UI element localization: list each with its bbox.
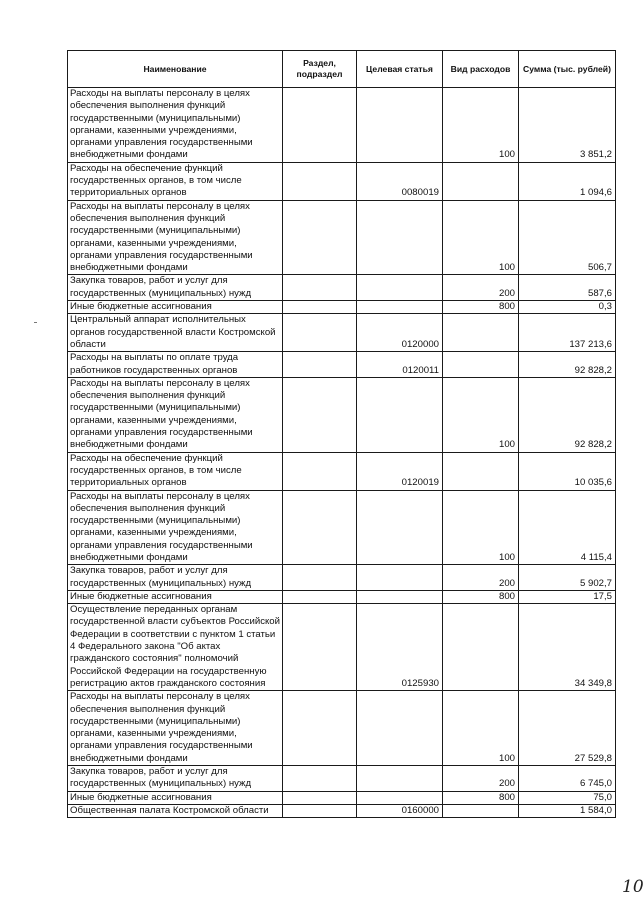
cell-section [283,275,357,301]
table-row [68,804,616,817]
cell-sum: 6 745,0 [519,766,616,792]
cell-article [357,490,443,565]
cell-kind: 100 [443,88,519,163]
cell-article [357,766,443,792]
cell-name: Общественная палата Костромской области [68,804,283,817]
cell-kind: 100 [443,377,519,452]
cell-article: 0080019 [357,162,443,200]
table-row [68,88,616,163]
cell-kind: 100 [443,200,519,275]
cell-article [357,301,443,314]
table-row [68,275,616,301]
cell-section [283,804,357,817]
page-number: 10 [622,877,644,897]
cell-article [357,88,443,163]
table-body [68,88,616,818]
cell-sum: 506,7 [519,200,616,275]
cell-kind: 200 [443,766,519,792]
cell-kind: 200 [443,275,519,301]
cell-name: Расходы на обеспечение функций государственных органов, в том числе территориальных органов [68,452,283,490]
cell-section [283,791,357,804]
cell-section [283,314,357,352]
header-section: Раздел, подраздел [283,51,357,88]
cell-sum: 1 094,6 [519,162,616,200]
cell-sum: 5 902,7 [519,565,616,591]
cell-kind [443,452,519,490]
cell-name: Центральный аппарат исполнительных органов государственной власти Костромской области [68,314,283,352]
cell-section [283,377,357,452]
cell-sum: 1 584,0 [519,804,616,817]
cell-sum: 17,5 [519,590,616,603]
cell-name: Закупка товаров, работ и услуг для государственных (муниципальных) нужд [68,766,283,792]
cell-sum: 3 851,2 [519,88,616,163]
cell-sum: 34 349,8 [519,604,616,691]
cell-section [283,200,357,275]
cell-article: 0120019 [357,452,443,490]
cell-section [283,301,357,314]
cell-kind [443,314,519,352]
cell-kind: 800 [443,791,519,804]
cell-section [283,590,357,603]
cell-sum: 10 035,6 [519,452,616,490]
cell-kind: 100 [443,490,519,565]
cell-sum: 137 213,6 [519,314,616,352]
cell-kind [443,352,519,378]
cell-kind [443,804,519,817]
cell-kind: 100 [443,691,519,766]
cell-article: 0160000 [357,804,443,817]
table-row [68,162,616,200]
cell-sum: 27 529,8 [519,691,616,766]
table-row [68,766,616,792]
budget-table [67,50,616,818]
cell-kind: 800 [443,590,519,603]
cell-name: Расходы на выплаты персоналу в целях обеспечения выполнения функций государственными (муниципальными) органами, казенными учреждениями, органами управления государственными внебюджетными фондами [68,200,283,275]
table-row [68,691,616,766]
table-row [68,590,616,603]
cell-section [283,565,357,591]
cell-section [283,162,357,200]
cell-sum: 92 828,2 [519,352,616,378]
cell-article: 0120000 [357,314,443,352]
cell-section [283,604,357,691]
cell-sum: 0,3 [519,301,616,314]
cell-sum: 75,0 [519,791,616,804]
cell-name: Иные бюджетные ассигнования [68,590,283,603]
cell-name: Расходы на выплаты персоналу в целях обеспечения выполнения функций государственными (муниципальными) органами, казенными учреждениями, органами управления государственными внебюджетными фондами [68,377,283,452]
cell-article [357,691,443,766]
table-row [68,301,616,314]
cell-name: Иные бюджетные ассигнования [68,791,283,804]
table-row [68,791,616,804]
table-row [68,604,616,691]
header-name: Наименование [68,51,283,88]
cell-article [357,565,443,591]
table-row [68,490,616,565]
cell-article: 0120011 [357,352,443,378]
header-article: Целевая статья [357,51,443,88]
cell-article [357,590,443,603]
table-row [68,314,616,352]
cell-name: Расходы на выплаты персоналу в целях обеспечения выполнения функций государственными (муниципальными) органами, казенными учреждениями, органами управления государственными внебюджетными фондами [68,88,283,163]
cell-article [357,200,443,275]
scan-artifact [34,322,37,323]
cell-article [357,377,443,452]
table-row [68,452,616,490]
cell-name: Расходы на обеспечение функций государственных органов, в том числе территориальных органов [68,162,283,200]
cell-name: Расходы на выплаты персоналу в целях обеспечения выполнения функций государственными (муниципальными) органами, казенными учреждениями, органами управления государственными внебюджетными фондами [68,691,283,766]
cell-sum: 587,6 [519,275,616,301]
table-row [68,352,616,378]
cell-section [283,352,357,378]
cell-section [283,490,357,565]
cell-section [283,766,357,792]
cell-article [357,791,443,804]
cell-sum: 92 828,2 [519,377,616,452]
table-row [68,565,616,591]
cell-name: Закупка товаров, работ и услуг для государственных (муниципальных) нужд [68,565,283,591]
cell-section [283,452,357,490]
cell-name: Закупка товаров, работ и услуг для государственных (муниципальных) нужд [68,275,283,301]
cell-article [357,275,443,301]
cell-kind: 800 [443,301,519,314]
cell-section [283,691,357,766]
cell-name: Расходы на выплаты по оплате труда работников государственных органов [68,352,283,378]
cell-sum: 4 115,4 [519,490,616,565]
cell-kind: 200 [443,565,519,591]
header-kind: Вид расходов [443,51,519,88]
cell-section [283,88,357,163]
cell-kind [443,604,519,691]
cell-name: Осуществление переданных органам государственной власти субъектов Российской Федерации в соответствии с пунктом 1 статьи 4 Федерального закона "Об актах гражданского состояния" полномочий Российской Федерации на государственную регистрацию актов гражданского состояния [68,604,283,691]
table-header-row [68,51,616,88]
cell-article: 0125930 [357,604,443,691]
table-row [68,200,616,275]
cell-name: Иные бюджетные ассигнования [68,301,283,314]
header-sum: Сумма (тыс. рублей) [519,51,616,88]
table-row [68,377,616,452]
cell-kind [443,162,519,200]
cell-name: Расходы на выплаты персоналу в целях обеспечения выполнения функций государственными (муниципальными) органами, казенными учреждениями, органами управления государственными внебюджетными фондами [68,490,283,565]
